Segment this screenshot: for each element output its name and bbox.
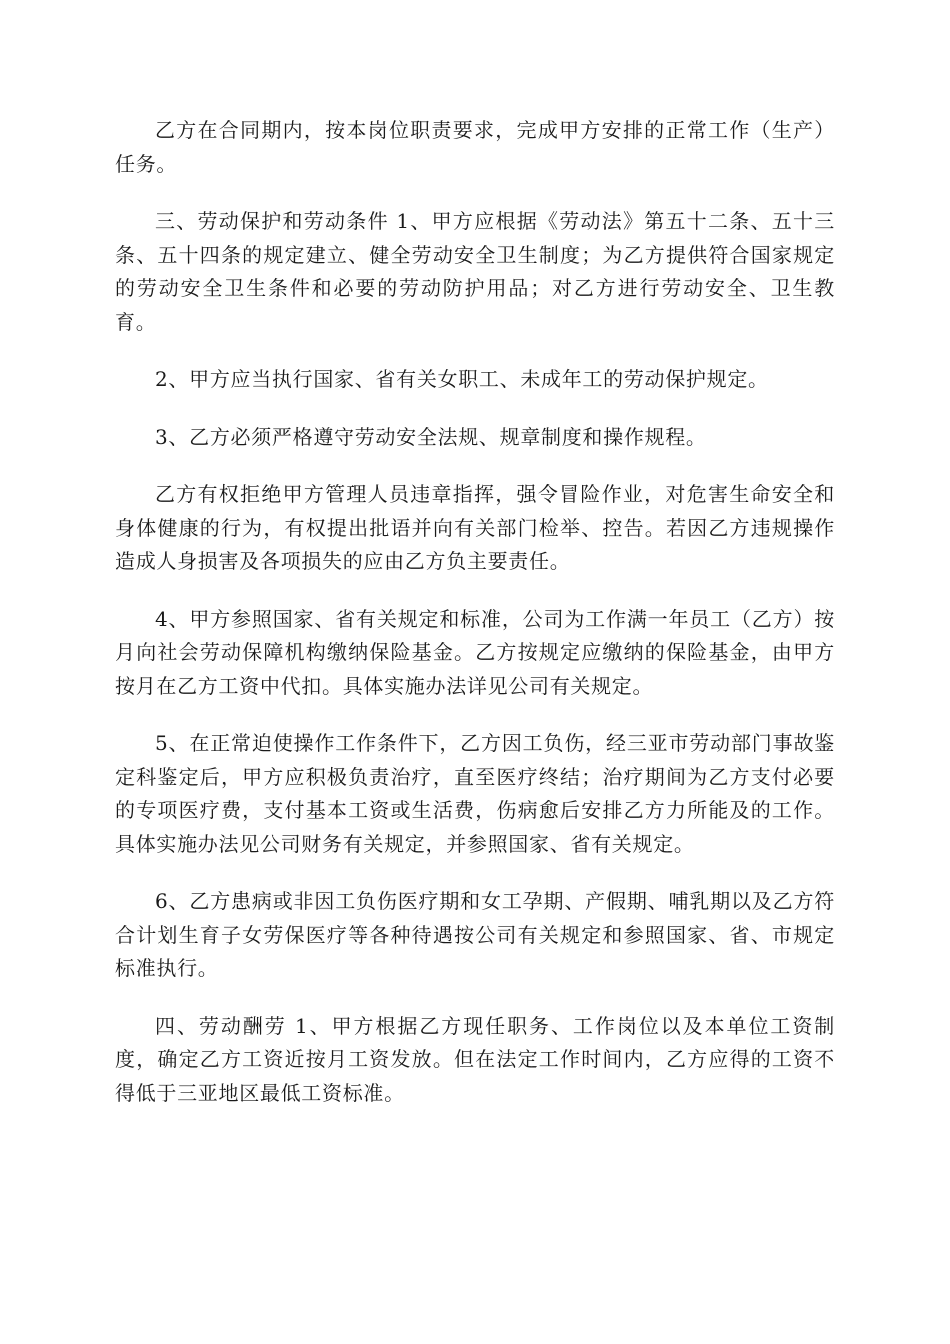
paragraph-work-duties: 乙方在合同期内，按本岗位职责要求，完成甲方安排的正常工作（生产）任务。 <box>115 118 835 176</box>
paragraph-illness-maternity: 6、乙方患病或非因工负伤医疗期和女工孕期、产假期、哺乳期以及乙方符合计划生育子女劳保医疗等各种待遇按公司有关规定和参照国家、省、市规定标准执行。 <box>115 889 835 980</box>
paragraph-female-minor-protection: 2、甲方应当执行国家、省有关女职工、未成年工的劳动保护规定。 <box>155 367 769 391</box>
paragraph-labor-remuneration: 四、劳动酬劳 1、甲方根据乙方现任职务、工作岗位以及本单位工资制度，确定乙方工资近按月工资发放。但在法定工作时间内，乙方应得的工资不得低于三亚地区最低工资标准。 <box>115 1013 835 1105</box>
paragraph-right-to-refuse: 乙方有权拒绝甲方管理人员违章指挥，强令冒险作业，对危害生命安全和身体健康的行为，有权提出批语并向有关部门检举、控告。若因乙方违规操作造成人身损害及各项损失的应由乙方负主要责任。 <box>115 482 835 573</box>
paragraph-insurance-fund: 4、甲方参照国家、省有关规定和标准，公司为工作满一年员工（乙方）按月向社会劳动保障机构缴纳保险基金。乙方按规定应缴纳的保险基金，由甲方按月在乙方工资中代扣。具体实施办法详见公司有关规定。 <box>115 606 835 698</box>
paragraph-safety-compliance: 3、乙方必须严格遵守劳动安全法规、规章制度和操作规程。 <box>155 424 707 449</box>
paragraph-labor-protection: 三、劳动保护和劳动条件 1、甲方应根据《劳动法》第五十二条、五十三条、五十四条的规定建立、健全劳动安全卫生制度；为乙方提供符合国家规定的劳动安全卫生条件和必要的劳动防护用品；对乙方进行劳动安全、卫生教育。 <box>115 209 835 334</box>
paragraph-work-injury: 5、在正常迫使操作工作条件下，乙方因工负伤，经三亚市劳动部门事故鉴定科鉴定后，甲方应积极负责治疗，直至医疗终结；治疗期间为乙方支付必要的专项医疗费，支付基本工资或生活费，伤病愈后安排乙方力所能及的工作。具体实施办法见公司财务有关规定，并参照国家、省有关规定。 <box>115 731 835 856</box>
document-body <box>115 114 835 1134</box>
